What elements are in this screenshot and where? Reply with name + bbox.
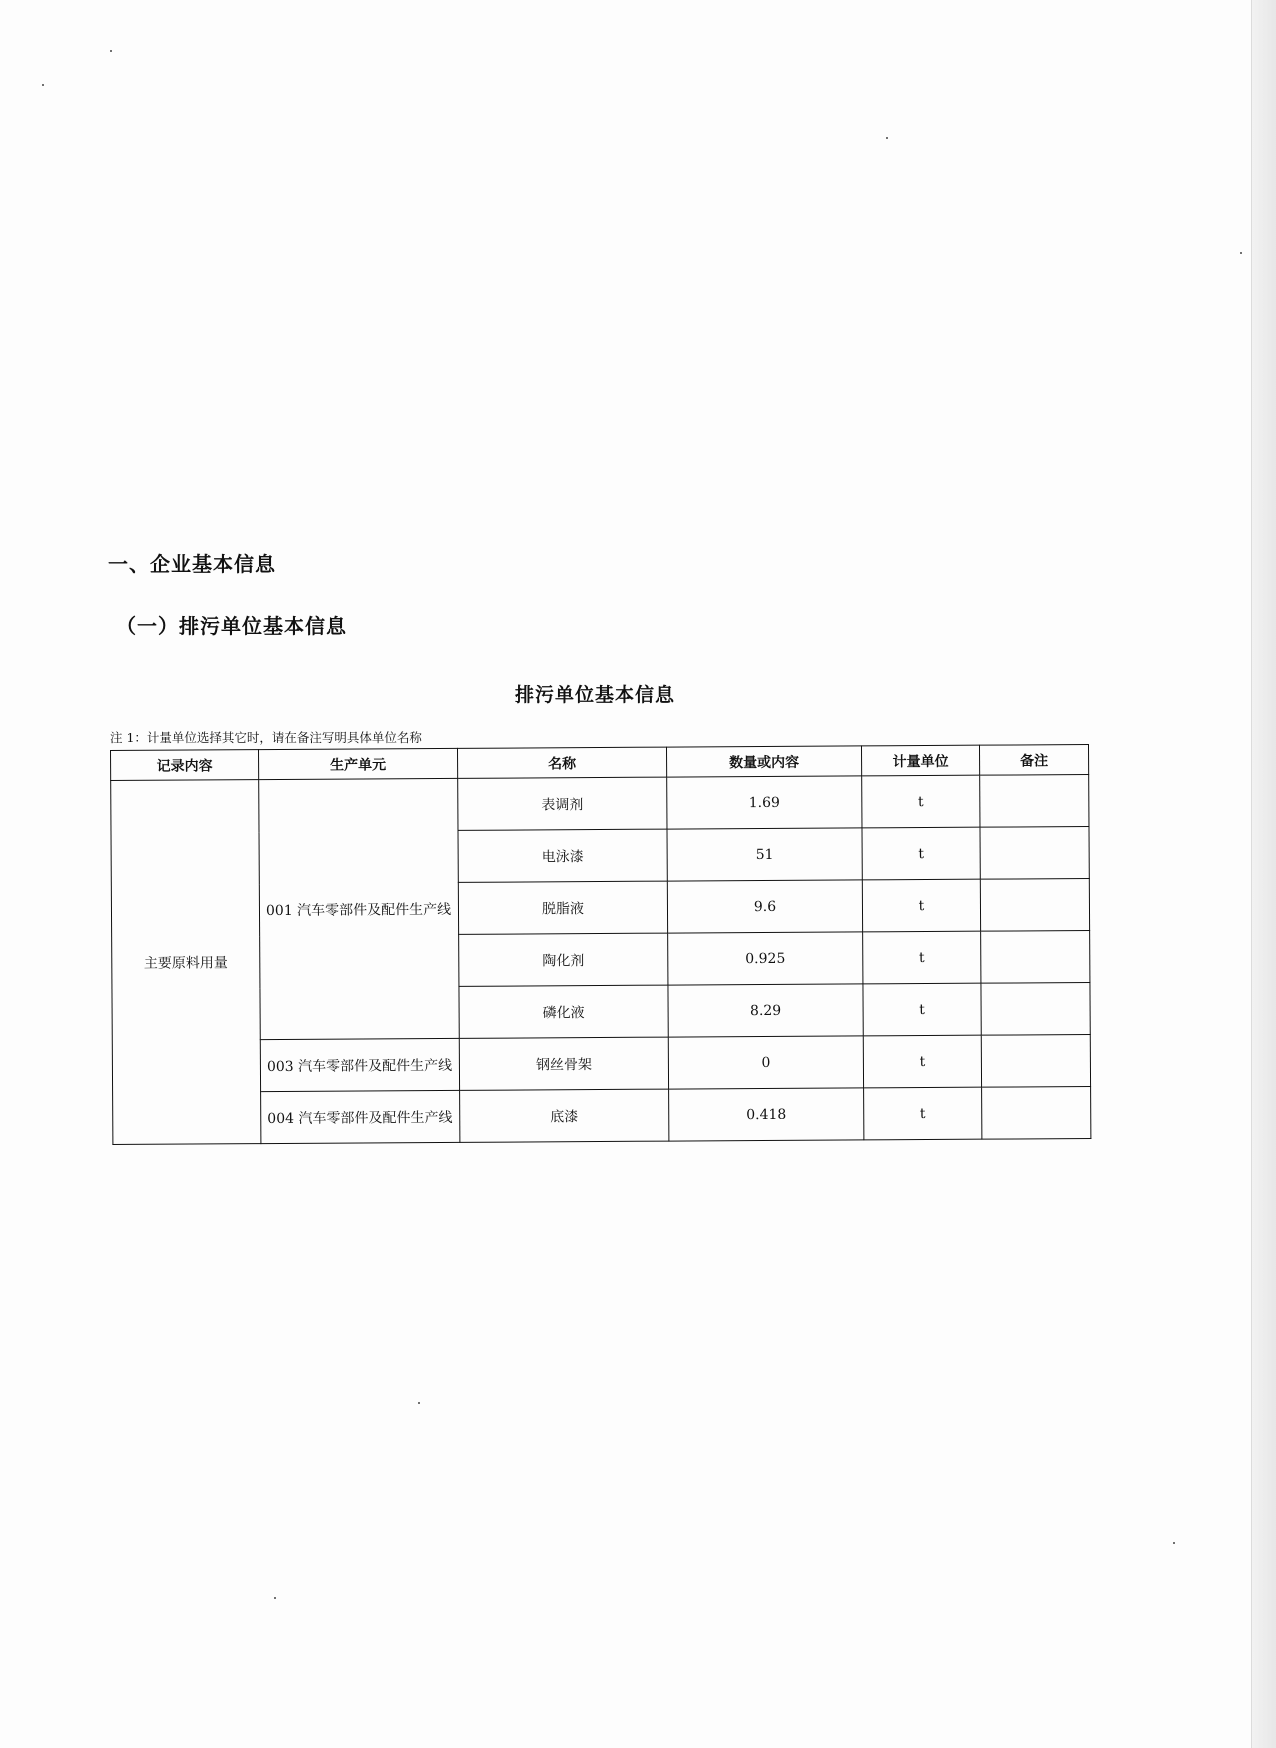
table-row [111,775,1089,833]
scan-speck [1173,1542,1175,1544]
quantity-cell: 8.29 [668,984,863,1037]
table-wrapper [110,744,1090,1145]
material-name-cell: 钢丝骨架 [459,1037,668,1090]
table-title: 排污单位基本信息 [514,684,675,706]
remark-cell [981,931,1090,984]
material-name-cell: 磷化液 [459,985,668,1038]
quantity-cell: 0 [668,1036,863,1089]
remark-cell [982,1087,1091,1140]
scan-speck [42,84,44,86]
material-name-cell: 电泳漆 [458,829,667,882]
quantity-cell: 51 [667,828,862,881]
quantity-cell: 0.418 [669,1088,864,1141]
measure-unit-cell: t [864,1087,982,1140]
scan-speck [1240,252,1242,254]
material-name-cell: 脱脂液 [458,881,667,934]
production-unit-cell: 004 汽车零部件及配件生产线 [261,1090,460,1143]
material-name-cell: 表调剂 [458,777,667,830]
section-heading: 一、企业基本信息 [108,552,276,576]
header-production-unit: 生产单元 [259,748,458,779]
material-name-cell: 底漆 [460,1089,669,1142]
production-unit-cell: 003 汽车零部件及配件生产线 [260,1038,459,1091]
subsection-heading: （一）排污单位基本信息 [116,614,347,638]
scan-speck [418,1402,420,1404]
header-record-content: 记录内容 [111,750,259,781]
scan-speck [274,1597,276,1599]
production-unit-cell: 001 汽车零部件及配件生产线 [259,778,460,1039]
material-name-cell: 陶化剂 [459,933,668,986]
header-remark: 备注 [979,745,1088,776]
quantity-cell: 1.69 [667,776,862,829]
measure-unit-cell: t [862,827,980,880]
scan-edge [1251,0,1276,1748]
remark-cell [981,983,1090,1036]
scan-speck [886,137,888,139]
remark-cell [981,1035,1090,1088]
record-content-cell: 主要原料用量 [111,780,261,1145]
header-name: 名称 [457,747,666,778]
quantity-cell: 9.6 [667,880,862,933]
header-measure-unit: 计量单位 [861,745,979,776]
measure-unit-cell: t [862,879,980,932]
remark-cell [980,827,1089,880]
scan-speck [110,50,112,52]
measure-unit-cell: t [863,931,981,984]
measure-unit-cell: t [863,1035,981,1088]
measure-unit-cell: t [863,983,981,1036]
remark-cell [980,879,1089,932]
remark-cell [980,775,1089,828]
measure-unit-cell: t [862,775,980,828]
table-note: 注 1：计量单位选择其它时，请在备注写明具体单位名称 [110,730,422,745]
header-quantity: 数量或内容 [666,746,861,777]
quantity-cell: 0.925 [668,932,863,985]
info-table [110,744,1091,1145]
